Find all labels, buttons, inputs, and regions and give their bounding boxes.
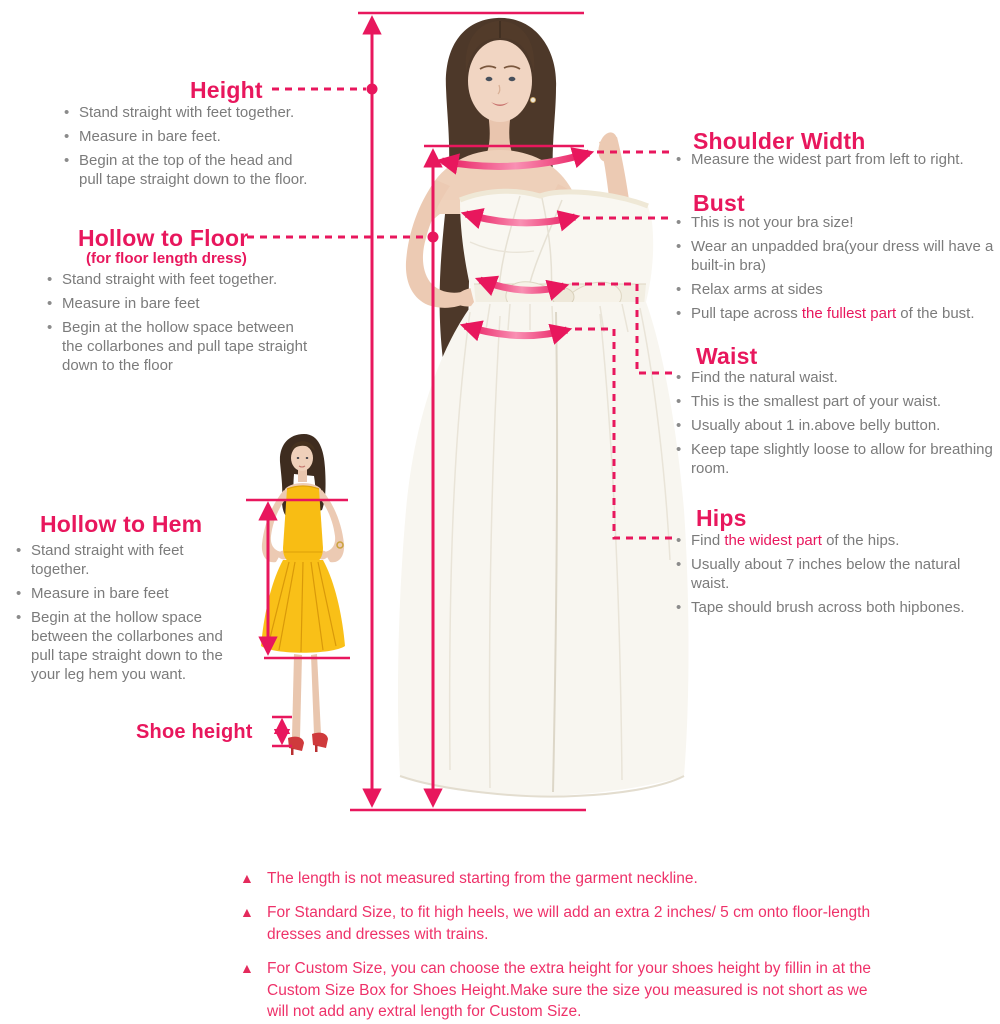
- bullet-item: • Pull tape across the fullest part of the bust.: [674, 304, 996, 323]
- shoulder-width-title: Shoulder Width: [693, 128, 866, 154]
- bust-bullets: [674, 213, 996, 328]
- bullet-item: • Keep tape slightly loose to allow for breathing room.: [674, 440, 996, 478]
- bullet-item: ▲ For Standard Size, to fit high heels, we will add an extra 2 inches/ 5 cm onto floor-length dresses and dresses with trains.: [240, 904, 871, 943]
- model-small-yellow-dress: [261, 434, 345, 755]
- bullet-item: • Measure in bare feet: [14, 584, 244, 603]
- height-title: Height: [190, 77, 263, 103]
- hollow-to-hem-bullets: [14, 541, 244, 689]
- bullet-item: • Begin at the hollow space between the collarbones and pull tape straight down to the floor: [45, 318, 317, 375]
- bullet-item: • Tape should brush across both hipbones.: [674, 598, 996, 617]
- highlighted-phrase: the widest part: [724, 532, 822, 549]
- bullet-item: • Measure in bare feet: [45, 294, 317, 313]
- bullet-item: • Begin at the hollow space between the collarbones and pull tape straight down to the your leg hem you want.: [14, 608, 244, 684]
- bullet-item: • Measure in bare feet.: [62, 127, 310, 146]
- warning-triangle-icon: ▲: [240, 960, 254, 977]
- hollow-to-hem-title: Hollow to Hem: [40, 511, 203, 537]
- bullet-item: • This is not your bra size!: [674, 213, 996, 232]
- shoe-height-title: Shoe height: [136, 721, 253, 743]
- size-notes: [240, 868, 876, 1024]
- height-bullets: [62, 103, 310, 194]
- bullet-item: ▲ The length is not measured starting from the garment neckline.: [240, 870, 698, 887]
- warning-triangle-icon: ▲: [240, 870, 254, 886]
- hollow-to-floor-bullets: [45, 270, 317, 380]
- height-connector-dot: [367, 84, 378, 95]
- warning-triangle-icon: ▲: [240, 904, 254, 921]
- bullet-item: ▲ For Custom Size, you can choose the extra height for your shoes height by fillin in at the Custom Size Box for Shoes Height.Make sure the size you measured is not short as we will not add any extral length for Custom Size.: [240, 960, 871, 1020]
- bullet-item: • Stand straight with feet together.: [45, 270, 317, 289]
- hips-title: Hips: [696, 505, 747, 531]
- bullet-item: • Usually about 1 in.above belly button.: [674, 416, 996, 435]
- waist-title: Waist: [696, 343, 758, 369]
- model-large-white-gown: [398, 18, 689, 797]
- hips-bullets: [674, 531, 996, 622]
- hollow-to-floor-title: Hollow to Floor: [78, 225, 249, 251]
- bullet-item: • Find the natural waist.: [674, 368, 996, 387]
- bullet-item: • Stand straight with feet together.: [14, 541, 244, 579]
- bullet-item: • Stand straight with feet together.: [62, 103, 310, 122]
- waist-bullets: [674, 368, 996, 483]
- highlighted-phrase: the fullest part: [801, 305, 897, 323]
- shoulder-width-bullets: [674, 150, 994, 174]
- bullet-item: • Find the widest part of the hips.: [674, 531, 996, 550]
- bust-title: Bust: [693, 190, 745, 216]
- bullet-item: • Measure the widest part from left to right.: [674, 150, 994, 169]
- bullet-item: • Relax arms at sides: [674, 280, 996, 299]
- bullet-item: • This is the smallest part of your waist.: [674, 392, 996, 411]
- bullet-item: • Wear an unpadded bra(your dress will have a built-in bra): [674, 237, 996, 275]
- hollow-to-floor-connector-dot: [428, 232, 439, 243]
- bullet-item: • Usually about 7 inches below the natural waist.: [674, 555, 996, 593]
- bullet-item: • Begin at the top of the head and pull tape straight down to the floor.: [62, 151, 310, 189]
- hollow-to-floor-subtitle: (for floor length dress): [86, 250, 247, 267]
